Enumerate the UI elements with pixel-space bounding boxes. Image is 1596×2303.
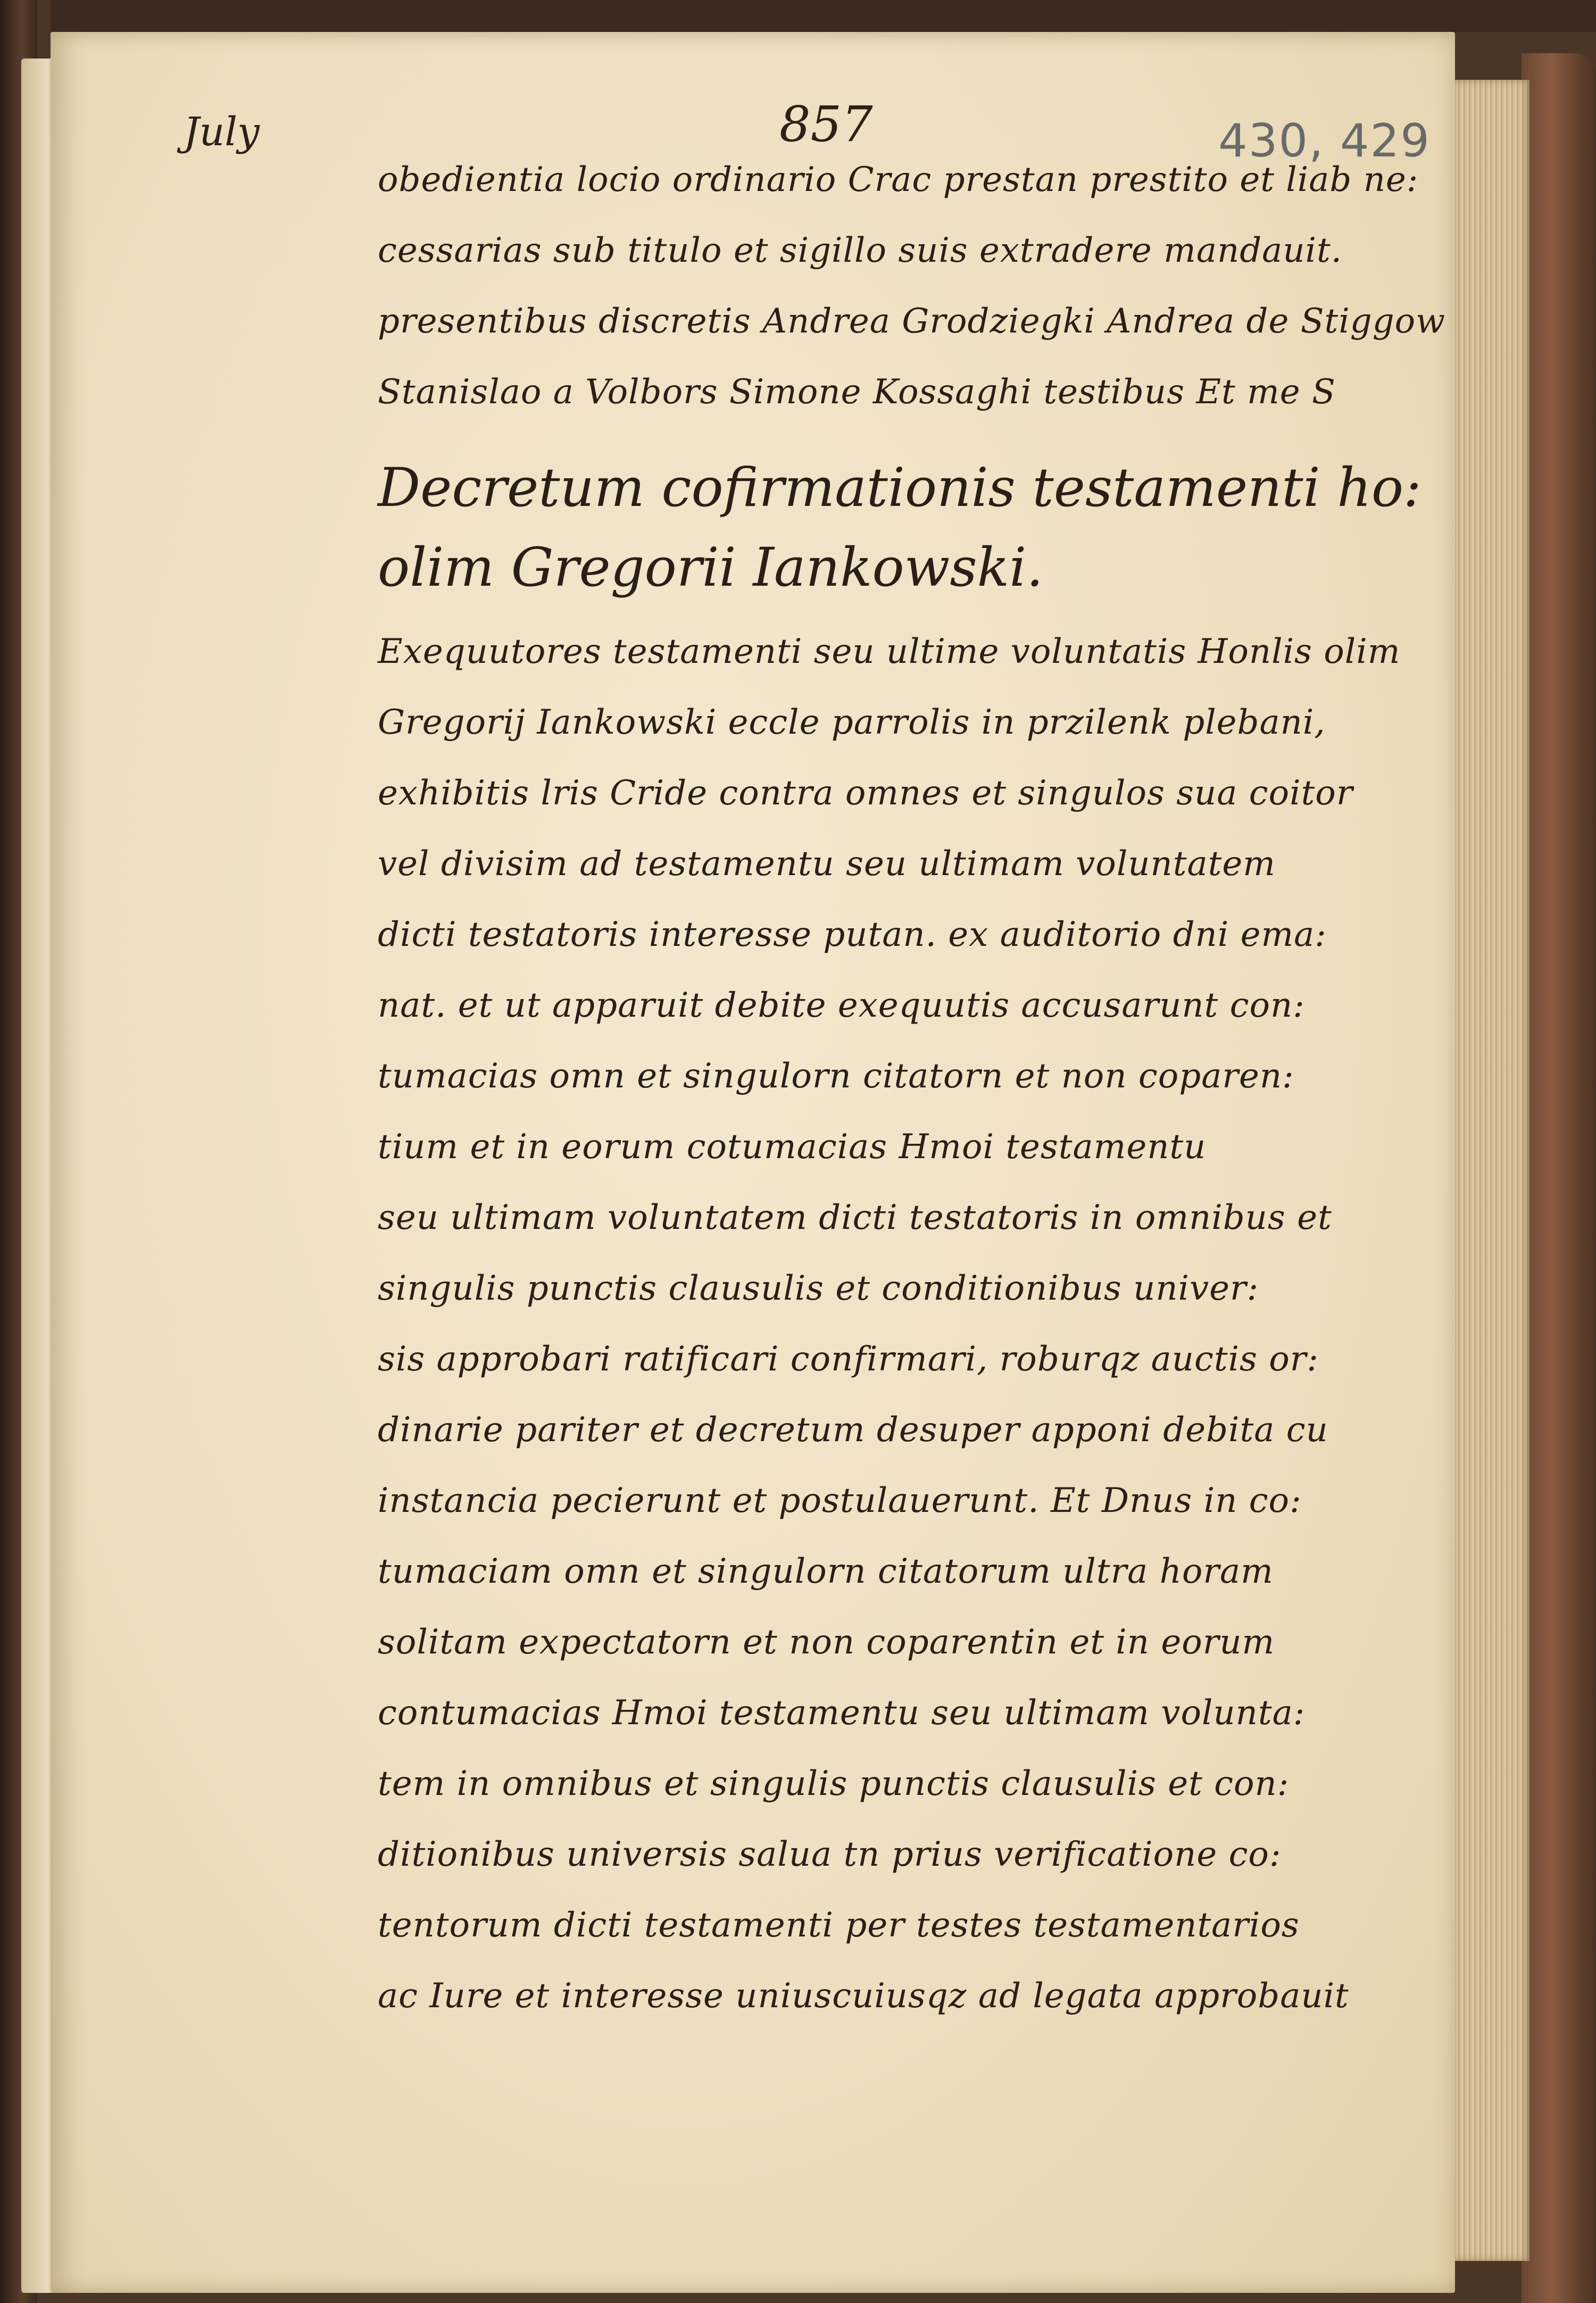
text-line: Gregorij Iankowski eccle parrolis in przilenk plebani, [378,703,1326,742]
text-line: vel divisim ad testamentu seu ultimam voluntatem [378,844,1276,884]
manuscript-text [378,160,1445,2047]
text-line: nat. et ut apparuit debite exequutis accusarunt con: [378,986,1305,1025]
text-line: Exequutores testamenti seu ultime voluntatis Honlis olim [378,632,1401,671]
text-line: dinarie pariter et decretum desuper apponi debita cu [378,1410,1328,1450]
background-top [51,0,1596,32]
text-line: instancia pecierunt et postulauerunt. Et Dnus in co: [378,1481,1302,1520]
text-line: tem in omnibus et singulis punctis clausulis et con: [378,1764,1290,1803]
text-line: tentorum dicti testamenti per testes testamentarios [378,1906,1300,1945]
text-line: sis approbari ratificari confirmari, roburqz auctis or: [378,1340,1319,1379]
section-heading: Decretum cofirmationis testamenti ho: [378,456,1422,519]
page-edges [1455,80,1530,2261]
text-line: presentibus discretis Andrea Grodziegki Andrea de Stiggow [378,302,1445,341]
text-line: obedientia locio ordinario Crac prestan prestito et liab ne: [378,160,1419,199]
text-line: ac Iure et interesse uniuscuiusqz ad legata approbauit [378,1976,1349,2016]
text-line: seu ultimam voluntatem dicti testatoris in omnibus et [378,1198,1332,1237]
binding-right [1522,53,1596,2303]
text-line: tium et in eorum cotumacias Hmoi testamentu [378,1127,1207,1167]
text-line: exhibitis lris Cride contra omnes et singulos sua coitor [378,774,1353,813]
month-note: July [184,109,260,155]
text-line: solitam expectatorn et non coparentin et in eorum [378,1623,1275,1662]
text-line: Stanislao a Volbors Simone Kossaghi testibus Et me S [378,372,1336,412]
folio-number: 857 [779,96,873,153]
section-heading: olim Gregorii Iankowski. [378,536,1044,598]
text-line: dicti testatoris interesse putan. ex auditorio dni ema: [378,915,1327,954]
pencil-folio-number: 430, 429 [1218,114,1431,168]
text-line: singulis punctis clausulis et conditionibus univer: [378,1269,1259,1308]
text-line: tumaciam omn et singulorn citatorum ultra horam [378,1552,1274,1591]
text-line: cessarias sub titulo et sigillo suis extradere mandauit. [378,231,1343,270]
text-line: tumacias omn et singulorn citatorn et non coparen: [378,1057,1294,1096]
text-line: contumacias Hmoi testamentu seu ultimam volunta: [378,1693,1306,1733]
text-line: ditionibus universis salua tn prius verificatione co: [378,1835,1282,1874]
